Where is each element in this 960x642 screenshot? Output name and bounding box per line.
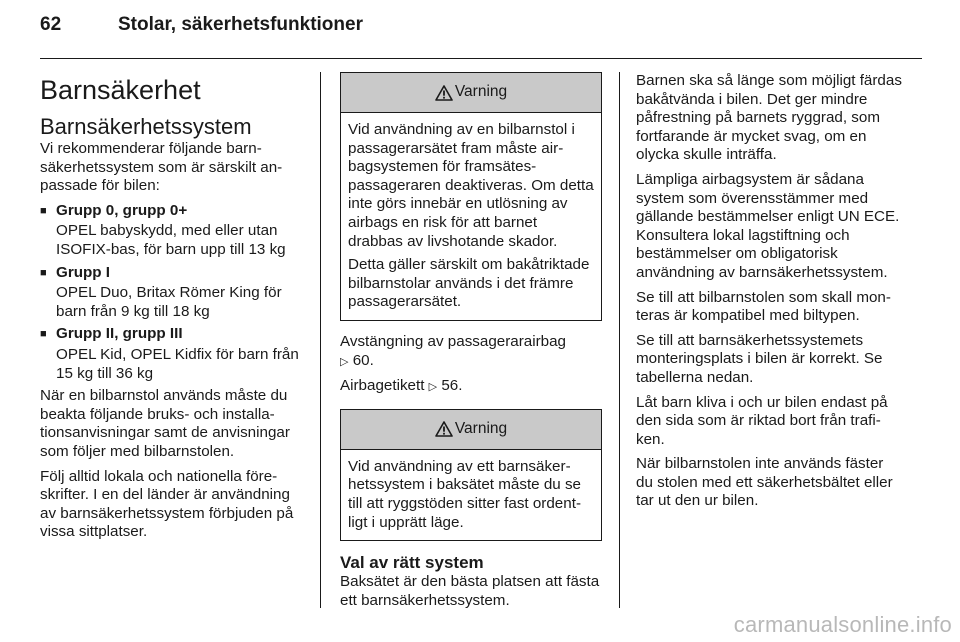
intro-paragraph: Vi rekommenderar följande barnsäkerhetssystem som är särskilt anpassade för bilen:	[40, 140, 283, 195]
warning-paragraph: Vid användning av en bilbarnstol i passagerarsätet fram måste airbagsystemen för framsätespassageraren deaktiveras. Om detta inte görs innebär en utlösning av airbags en risk för att barnet drabbas av livshotande skador.	[348, 121, 594, 250]
bullet-body: OPEL Duo, Britax Römer King för barn från 9 kg till 18 kg	[56, 284, 282, 320]
column-3	[636, 72, 904, 517]
bullet-square-icon: ■	[40, 204, 47, 217]
header-rule	[40, 58, 922, 59]
list-item	[40, 325, 308, 344]
page-number: 62	[40, 14, 62, 35]
list-item	[40, 202, 308, 221]
warning-title: Varning	[454, 419, 508, 437]
cross-reference-text: Airbagetikett	[340, 377, 425, 395]
page-ref-arrow-icon: ▷	[340, 355, 349, 368]
paragraph: När bilbarnstolen inte används fäster du stolen med ett säkerhetsbältet eller tar ut den ur bilen.	[636, 455, 893, 510]
column-2	[340, 72, 602, 616]
paragraph: Följ alltid lokala och nationella föreskrifter. I en del länder är användning av barnsäkerhetssystem förbjuden på vissa sittplatser.	[40, 467, 294, 541]
section-title: Stolar, säkerhetsfunktioner	[118, 14, 363, 35]
warning-title-bar	[341, 410, 601, 450]
watermark: carmanualsonline.info	[733, 612, 952, 637]
column-1	[40, 72, 308, 548]
bullet-body: OPEL Kid, OPEL Kidfix för barn från 15 kg till 36 kg	[56, 345, 299, 382]
paragraph: Se till att barnsäkerhetssystemets monteringsplats i bilen är korrekt. Se tabellerna nedan.	[636, 331, 883, 386]
warning-triangle-icon	[435, 421, 453, 437]
cross-reference-page: 56.	[441, 377, 463, 395]
warning-body	[341, 113, 601, 320]
bullet-body: OPEL babyskydd, med eller utan ISOFIX-bas, för barn upp till 13 kg	[56, 222, 286, 258]
warning-paragraph: Detta gäller särskilt om bakåtriktade bilbarnstolar används i det främre passagerarsätet.	[348, 256, 590, 311]
section-heading: Barnsäkerhetssystem	[40, 114, 252, 139]
paragraph: Barnen ska så länge som möjligt färdas bakåtvända i bilen. Det ger mindre påfrestning på barnets ryggrad, som fortfarande är mycket svag, om en olycka skulle inträffa.	[636, 72, 902, 164]
warning-triangle-icon	[435, 85, 453, 101]
paragraph: Lämpliga airbagsystem är sådana system som överensstämmer med gällande bestämmelser enligt UN ECE. Konsultera lokal lagstiftning och bestämmelser om obligatorisk användning av barnsäkerhetssystem.	[636, 170, 900, 281]
paragraph: Baksätet är den bästa platsen att fästa ett barnsäkerhetssystem.	[340, 573, 600, 609]
page-ref-arrow-icon: ▷	[428, 381, 438, 394]
paragraph: När en bilbarnstol används måste du beakta följande bruks- och installationsanvisningar samt de anvisningar som följer med bilbarnstolen.	[40, 387, 290, 460]
bullet-square-icon: ■	[40, 328, 47, 341]
warning-paragraph: Vid användning av ett barnsäkerhetssystem i baksätet måste du se till att ryggstöden sitter fast ordentligt i upprätt läge.	[348, 457, 581, 531]
list-item	[40, 264, 308, 283]
page-header	[40, 14, 363, 44]
warning-box	[340, 72, 602, 321]
cross-reference	[340, 377, 602, 397]
warning-box	[340, 409, 602, 541]
column-divider	[619, 72, 620, 608]
paragraph: Se till att bilbarnstolen som skall monteras är kompatibel med biltypen.	[636, 288, 891, 325]
chapter-heading: Barnsäkerhet	[40, 75, 201, 105]
warning-title: Varning	[454, 83, 508, 101]
subsection-heading: Val av rätt system	[340, 553, 484, 573]
bullet-label: Grupp 0, grupp 0+	[56, 201, 188, 219]
warning-title-bar	[341, 73, 601, 113]
warning-body	[341, 450, 601, 540]
cross-reference-text: Avstängning av passagerarairbag	[340, 332, 566, 350]
column-divider	[320, 72, 321, 608]
bullet-square-icon: ■	[40, 266, 47, 279]
cross-reference	[340, 333, 602, 371]
paragraph: Låt barn kliva i och ur bilen endast på den sida som är riktad bort från trafiken.	[636, 393, 888, 448]
bullet-label: Grupp I	[56, 263, 110, 281]
cross-reference-page: 60.	[352, 351, 374, 369]
bullet-label: Grupp II, grupp III	[56, 325, 183, 343]
